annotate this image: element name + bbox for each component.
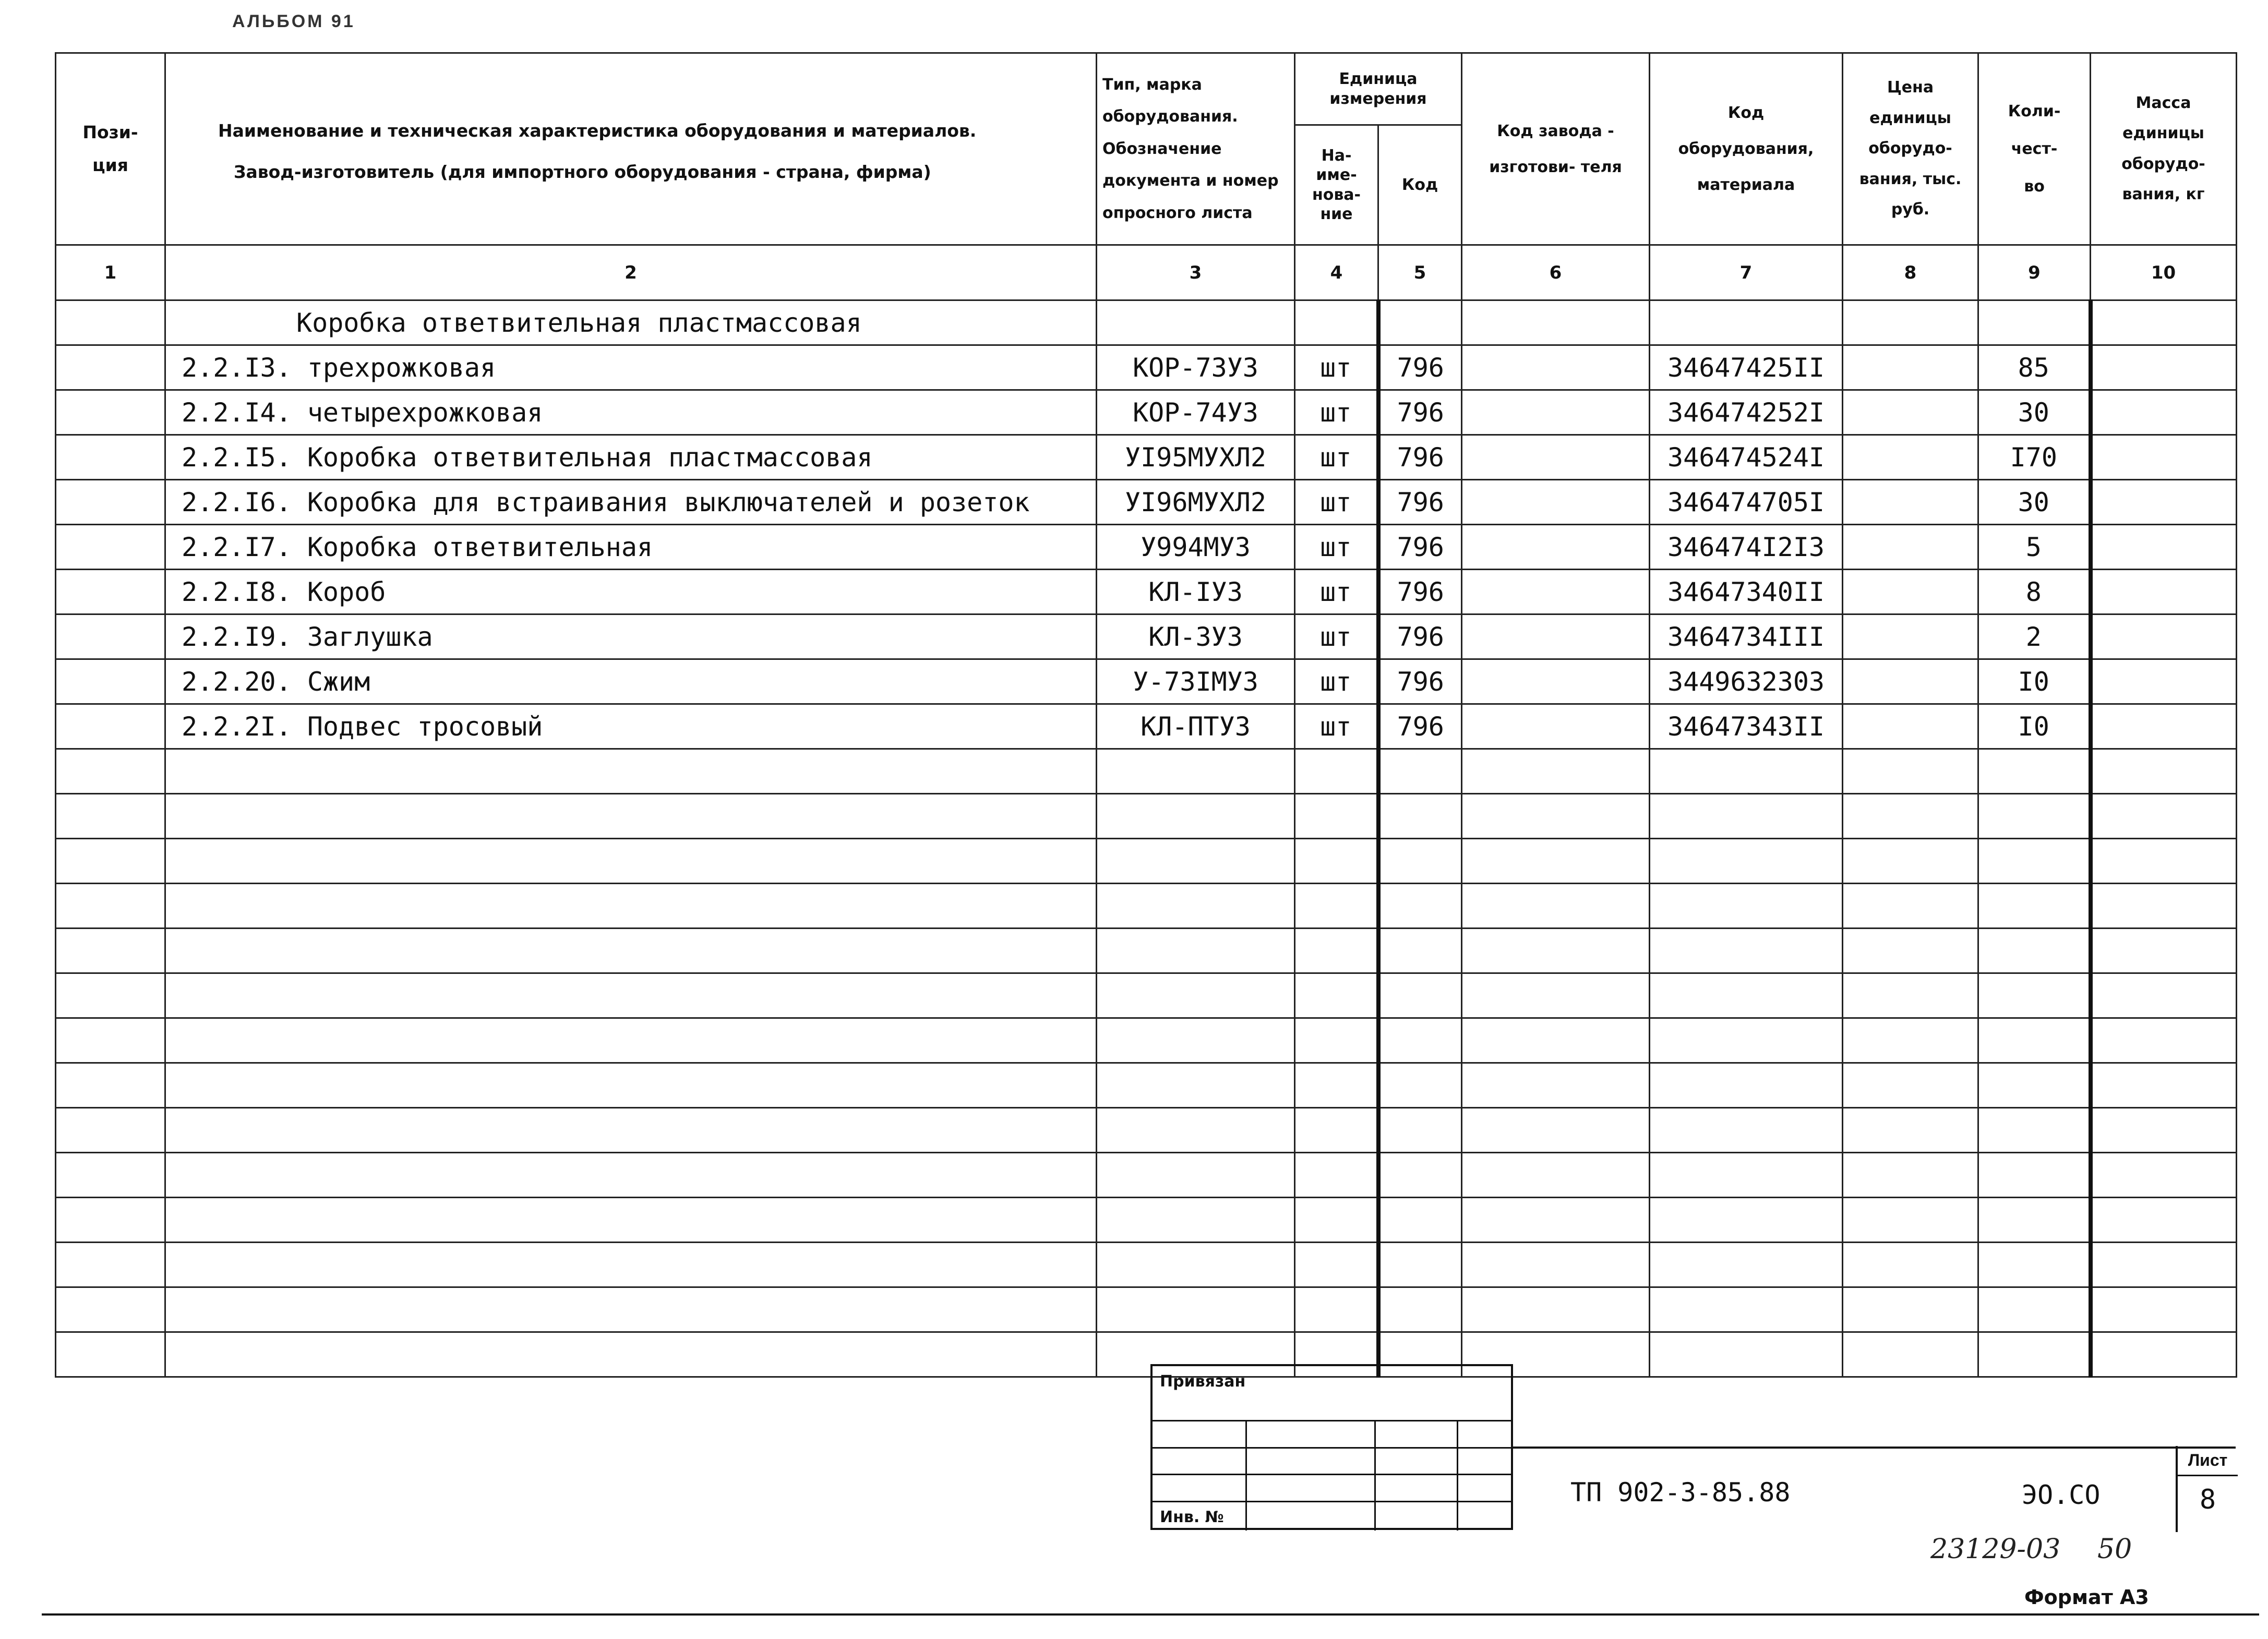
cell-code: 796 <box>1378 480 1462 525</box>
cell-empty <box>1295 1198 1378 1243</box>
cell-empty <box>56 1153 165 1198</box>
cell-empty <box>2091 480 2237 525</box>
cell-empty <box>1843 749 1978 794</box>
cell-empty <box>1295 1153 1378 1198</box>
cell-empty <box>2091 1198 2237 1243</box>
empty-row <box>56 884 2237 929</box>
cell-empty <box>2091 1063 2237 1108</box>
cell-empty <box>1097 1153 1295 1198</box>
header-type: Тип, марка оборудования. Обозначение документа и номер опросного листа <box>1097 53 1295 245</box>
cell-empty <box>1843 929 1978 973</box>
cell-empty <box>165 1287 1097 1332</box>
empty-row <box>56 1243 2237 1287</box>
cell-empty <box>2091 884 2237 929</box>
cell-empty <box>2091 525 2237 570</box>
cell-empty <box>1843 839 1978 884</box>
cell-empty <box>2091 704 2237 749</box>
cell-name: 2.2.I4. четырехрожковая <box>165 390 1097 435</box>
table-row <box>56 480 2237 525</box>
cell-empty <box>1843 525 1978 570</box>
cell-empty <box>2091 839 2237 884</box>
cell-empty <box>165 749 1097 794</box>
cell-empty <box>2091 435 2237 480</box>
cell-material-code: 34647340II <box>1650 570 1843 614</box>
cell-empty <box>56 973 165 1018</box>
cell-qty: 30 <box>1978 390 2091 435</box>
cell-empty <box>2091 794 2237 839</box>
cell-empty <box>1462 480 1650 525</box>
empty-row <box>56 1332 2237 1377</box>
cell-qty: 30 <box>1978 480 2091 525</box>
cell-empty <box>1462 435 1650 480</box>
cell-code: 796 <box>1378 435 1462 480</box>
cell-empty <box>1378 929 1462 973</box>
cell-empty <box>1978 839 2091 884</box>
cell-name: 2.2.I9. Заглушка <box>165 614 1097 659</box>
cell-empty <box>2091 1243 2237 1287</box>
col-number: 2 <box>165 245 1097 300</box>
cell-empty <box>2091 1018 2237 1063</box>
cell-type: У-73IМУ3 <box>1097 659 1295 704</box>
cell-empty <box>1378 1018 1462 1063</box>
header-equipment-code: Код оборудования, материала <box>1650 53 1843 245</box>
cell-empty <box>56 480 165 525</box>
cell-empty <box>1462 704 1650 749</box>
cell-empty <box>2091 570 2237 614</box>
cell-empty <box>1462 1108 1650 1153</box>
table-row <box>56 659 2237 704</box>
cell-unit: шт <box>1295 570 1378 614</box>
cell-empty <box>1295 1018 1378 1063</box>
cell-empty <box>1295 1243 1378 1287</box>
col-number: 5 <box>1378 245 1462 300</box>
cell-empty <box>1978 1198 2091 1243</box>
cell-empty <box>1097 973 1295 1018</box>
cell-empty <box>56 1018 165 1063</box>
empty-row <box>56 1063 2237 1108</box>
cell-unit: шт <box>1295 435 1378 480</box>
cell-type: УI96МУХЛ2 <box>1097 480 1295 525</box>
empty-row <box>56 1108 2237 1153</box>
cell-empty <box>165 929 1097 973</box>
cell-material-code: 3464734III <box>1650 614 1843 659</box>
cell-empty <box>56 345 165 390</box>
cell-empty <box>1462 525 1650 570</box>
cell-empty <box>56 929 165 973</box>
cell-empty <box>2091 1332 2237 1377</box>
cell-empty <box>1378 973 1462 1018</box>
cell-empty <box>1650 794 1843 839</box>
cell-empty <box>1843 884 1978 929</box>
cell-empty <box>165 1018 1097 1063</box>
header-name: Наименование и техническая характеристика оборудования и материалов. Завод-изготовитель (для импортного оборудования - страна, фирма) <box>165 53 1097 245</box>
cell-unit: шт <box>1295 390 1378 435</box>
cell-empty <box>1378 1287 1462 1332</box>
cell-empty <box>56 794 165 839</box>
header-mass: Масса единицы оборудо- вания, кг <box>2091 53 2237 245</box>
cell-empty <box>1462 1198 1650 1243</box>
cell-type: КЛ-3У3 <box>1097 614 1295 659</box>
cell-empty <box>1978 929 2091 973</box>
cell-empty <box>1843 1063 1978 1108</box>
cell-code: 796 <box>1378 570 1462 614</box>
cell-empty <box>1462 390 1650 435</box>
cell-empty <box>1378 1243 1462 1287</box>
cell-empty <box>1650 1153 1843 1198</box>
album-label: АЛЬБОМ 91 <box>232 11 355 31</box>
cell-empty <box>1843 480 1978 525</box>
table-row <box>56 435 2237 480</box>
table-row <box>56 390 2237 435</box>
cell-qty: I0 <box>1978 704 2091 749</box>
cell-empty <box>1650 1332 1843 1377</box>
cell-empty <box>1462 1018 1650 1063</box>
cell-empty <box>56 749 165 794</box>
cell-unit: шт <box>1295 614 1378 659</box>
cell-empty <box>1978 1287 2091 1332</box>
cell-empty <box>165 1332 1097 1377</box>
cell-empty <box>2091 390 2237 435</box>
cell-empty <box>1097 1287 1295 1332</box>
col-number: 7 <box>1650 245 1843 300</box>
empty-row <box>56 794 2237 839</box>
cell-qty: 85 <box>1978 345 2091 390</box>
cell-empty <box>56 1108 165 1153</box>
bottom-rule <box>42 1613 2259 1616</box>
section-title-row <box>56 300 2237 345</box>
empty-row <box>56 1287 2237 1332</box>
col-number: 8 <box>1843 245 1978 300</box>
cell-empty <box>2091 1287 2237 1332</box>
cell-name: 2.2.I8. Короб <box>165 570 1097 614</box>
cell-empty <box>56 525 165 570</box>
cell-material-code: 346474I2I3 <box>1650 525 1843 570</box>
cell-empty <box>1978 884 2091 929</box>
cell-empty <box>1978 749 2091 794</box>
cell-empty <box>1378 749 1462 794</box>
cell-type: КОР-73У3 <box>1097 345 1295 390</box>
cell-name: 2.2.I3. трехрожковая <box>165 345 1097 390</box>
cell-empty <box>1978 973 2091 1018</box>
cell-empty <box>1097 1243 1295 1287</box>
cell-empty <box>1295 1063 1378 1108</box>
cell-name: 2.2.I7. Коробка ответвительная <box>165 525 1097 570</box>
cell-material-code: 34647425II <box>1650 345 1843 390</box>
cell-empty <box>56 614 165 659</box>
handwritten-page: 50 <box>2097 1534 2132 1565</box>
cell-material-code: 34647343II <box>1650 704 1843 749</box>
cell-empty <box>1650 839 1843 884</box>
cell-empty <box>1650 929 1843 973</box>
cell-type: У994МУ3 <box>1097 525 1295 570</box>
cell-empty <box>1097 1198 1295 1243</box>
binding-stamp <box>1150 1364 1513 1530</box>
cell-empty <box>2091 1108 2237 1153</box>
cell-empty <box>56 839 165 884</box>
cell-empty <box>1978 1243 2091 1287</box>
cell-code: 796 <box>1378 345 1462 390</box>
cell-empty <box>165 1153 1097 1198</box>
cell-empty <box>1843 570 1978 614</box>
cell-empty <box>1650 1018 1843 1063</box>
cell-empty <box>1378 884 1462 929</box>
cell-unit: шт <box>1295 659 1378 704</box>
cell-empty <box>1650 884 1843 929</box>
cell-name: 2.2.I6. Коробка для встраивания выключателей и розеток <box>165 480 1097 525</box>
cell-empty <box>1462 839 1650 884</box>
cell-empty <box>1097 1063 1295 1108</box>
cell-qty: I0 <box>1978 659 2091 704</box>
col-number: 6 <box>1462 245 1650 300</box>
cell-empty <box>1462 1287 1650 1332</box>
cell-empty <box>1650 1198 1843 1243</box>
section-code: ЭО.СО <box>2022 1480 2101 1510</box>
cell-empty <box>1097 794 1295 839</box>
cell-name: 2.2.I5. Коробка ответвительная пластмассовая <box>165 435 1097 480</box>
cell-empty <box>56 1198 165 1243</box>
cell-empty <box>1462 659 1650 704</box>
section-title: Коробка ответвительная пластмассовая <box>165 300 1097 345</box>
cell-empty <box>1295 1108 1378 1153</box>
col-number: 9 <box>1978 245 2091 300</box>
cell-empty <box>1295 973 1378 1018</box>
cell-empty <box>56 1243 165 1287</box>
cell-code: 796 <box>1378 614 1462 659</box>
cell-empty <box>1843 1153 1978 1198</box>
cell-empty <box>1462 794 1650 839</box>
inventory-label: Инв. № <box>1160 1508 1224 1526</box>
cell-empty <box>56 1063 165 1108</box>
cell-empty <box>165 1108 1097 1153</box>
title-block <box>1513 1447 2236 1532</box>
cell-type: КЛ-IУ3 <box>1097 570 1295 614</box>
cell-empty <box>56 570 165 614</box>
cell-empty <box>1295 839 1378 884</box>
cell-empty <box>1843 1243 1978 1287</box>
cell-empty <box>165 973 1097 1018</box>
cell-qty: 5 <box>1978 525 2091 570</box>
cell-empty <box>1097 839 1295 884</box>
header-unit-price: Цена единицы оборудо- вания, тыс. руб. <box>1843 53 1978 245</box>
cell-unit: шт <box>1295 480 1378 525</box>
cell-empty <box>1650 1108 1843 1153</box>
cell-empty <box>1295 929 1378 973</box>
cell-empty <box>1097 1108 1295 1153</box>
cell-empty <box>1843 435 1978 480</box>
cell-empty <box>56 1287 165 1332</box>
cell-empty <box>1978 794 2091 839</box>
cell-empty <box>1378 1063 1462 1108</box>
cell-empty <box>1843 1198 1978 1243</box>
col-number: 3 <box>1097 245 1295 300</box>
cell-empty <box>1650 1243 1843 1287</box>
col-number: 4 <box>1295 245 1378 300</box>
cell-empty <box>1843 1287 1978 1332</box>
cell-material-code: 346474524I <box>1650 435 1843 480</box>
cell-empty <box>1978 1332 2091 1377</box>
cell-empty <box>1295 794 1378 839</box>
cell-empty <box>1097 749 1295 794</box>
cell-unit: шт <box>1295 525 1378 570</box>
empty-row <box>56 839 2237 884</box>
cell-empty <box>1650 1063 1843 1108</box>
cell-empty <box>165 1243 1097 1287</box>
cell-empty <box>1462 345 1650 390</box>
empty-row <box>56 973 2237 1018</box>
empty-row <box>56 929 2237 973</box>
header-unit-name: На- име- нова- ние <box>1295 125 1378 245</box>
cell-empty <box>1295 749 1378 794</box>
cell-empty <box>2091 929 2237 973</box>
cell-material-code: 3449632303 <box>1650 659 1843 704</box>
empty-row <box>56 1198 2237 1243</box>
cell-empty <box>1097 884 1295 929</box>
header-unit-group: Единица измерения <box>1295 53 1462 125</box>
cell-empty <box>56 659 165 704</box>
header-quantity: Коли- чест- во <box>1978 53 2091 245</box>
cell-empty <box>56 435 165 480</box>
cell-empty <box>1978 1063 2091 1108</box>
cell-code: 796 <box>1378 390 1462 435</box>
cell-empty <box>1462 973 1650 1018</box>
cell-qty: 2 <box>1978 614 2091 659</box>
cell-empty <box>2091 659 2237 704</box>
cell-qty: 8 <box>1978 570 2091 614</box>
cell-type: КОР-74У3 <box>1097 390 1295 435</box>
cell-empty <box>165 839 1097 884</box>
cell-empty <box>1978 1108 2091 1153</box>
cell-unit: шт <box>1295 704 1378 749</box>
cell-empty <box>1295 1287 1378 1332</box>
cell-empty <box>2091 973 2237 1018</box>
cell-qty: I70 <box>1978 435 2091 480</box>
cell-empty <box>1462 1243 1650 1287</box>
sheet-number: 8 <box>2199 1484 2216 1515</box>
cell-empty <box>1378 1108 1462 1153</box>
cell-empty <box>165 1198 1097 1243</box>
cell-empty <box>165 794 1097 839</box>
header-factory-code: Код завода - изготови- теля <box>1462 53 1650 245</box>
cell-empty <box>1462 749 1650 794</box>
table-row <box>56 525 2237 570</box>
cell-empty <box>1378 1153 1462 1198</box>
cell-material-code: 346474705I <box>1650 480 1843 525</box>
column-number-row <box>56 245 2237 300</box>
cell-empty <box>56 884 165 929</box>
cell-empty <box>1378 839 1462 884</box>
cell-empty <box>56 704 165 749</box>
cell-empty <box>1843 614 1978 659</box>
cell-name: 2.2.20. Сжим <box>165 659 1097 704</box>
cell-empty <box>1462 929 1650 973</box>
cell-empty <box>1843 973 1978 1018</box>
cell-material-code: 346474252I <box>1650 390 1843 435</box>
table-row <box>56 614 2237 659</box>
cell-empty <box>1462 1063 1650 1108</box>
empty-row <box>56 1153 2237 1198</box>
document-code: ТП 902-3-85.88 <box>1570 1477 1791 1508</box>
header-position: Пози- ция <box>56 53 165 245</box>
cell-empty <box>1650 973 1843 1018</box>
cell-empty <box>1843 794 1978 839</box>
cell-empty <box>2091 749 2237 794</box>
sheet-label: Лист <box>2178 1446 2238 1476</box>
cell-empty <box>1978 1018 2091 1063</box>
cell-empty <box>56 1332 165 1377</box>
bound-label: Привязан <box>1160 1372 1246 1391</box>
table-row <box>56 345 2237 390</box>
cell-type: КЛ-ПТУ3 <box>1097 704 1295 749</box>
cell-empty <box>1978 1153 2091 1198</box>
cell-empty <box>1295 884 1378 929</box>
format-label: Формат А3 <box>2024 1586 2149 1609</box>
cell-empty <box>165 1063 1097 1108</box>
cell-empty <box>1843 390 1978 435</box>
cell-empty <box>1843 1332 1978 1377</box>
col-number: 10 <box>2091 245 2237 300</box>
cell-name: 2.2.2I. Подвес тросовый <box>165 704 1097 749</box>
cell-empty <box>56 390 165 435</box>
table-row <box>56 704 2237 749</box>
empty-row <box>56 1018 2237 1063</box>
cell-empty <box>1097 929 1295 973</box>
cell-empty <box>1462 570 1650 614</box>
header-unit-code: Код <box>1378 125 1462 245</box>
cell-empty <box>1843 1108 1978 1153</box>
cell-empty <box>2091 1153 2237 1198</box>
cell-empty <box>1462 1153 1650 1198</box>
cell-empty <box>1462 884 1650 929</box>
cell-empty <box>1378 1198 1462 1243</box>
cell-code: 796 <box>1378 659 1462 704</box>
cell-empty <box>2091 614 2237 659</box>
cell-empty <box>2091 345 2237 390</box>
cell-code: 796 <box>1378 704 1462 749</box>
col-number: 1 <box>56 245 165 300</box>
cell-empty <box>1843 704 1978 749</box>
sheet-box <box>2176 1446 2238 1532</box>
cell-empty <box>1378 794 1462 839</box>
specification-table <box>55 52 2237 1378</box>
table-row <box>56 570 2237 614</box>
cell-empty <box>165 884 1097 929</box>
cell-empty <box>1097 1018 1295 1063</box>
cell-empty <box>1843 345 1978 390</box>
cell-code: 796 <box>1378 525 1462 570</box>
handwritten-number: 23129-03 <box>1930 1534 2061 1565</box>
cell-empty <box>1650 749 1843 794</box>
cell-unit: шт <box>1295 345 1378 390</box>
cell-type: УI95МУХЛ2 <box>1097 435 1295 480</box>
cell-empty <box>1843 659 1978 704</box>
cell-empty <box>1650 1287 1843 1332</box>
cell-empty <box>1462 614 1650 659</box>
empty-row <box>56 749 2237 794</box>
cell-empty <box>1843 1018 1978 1063</box>
